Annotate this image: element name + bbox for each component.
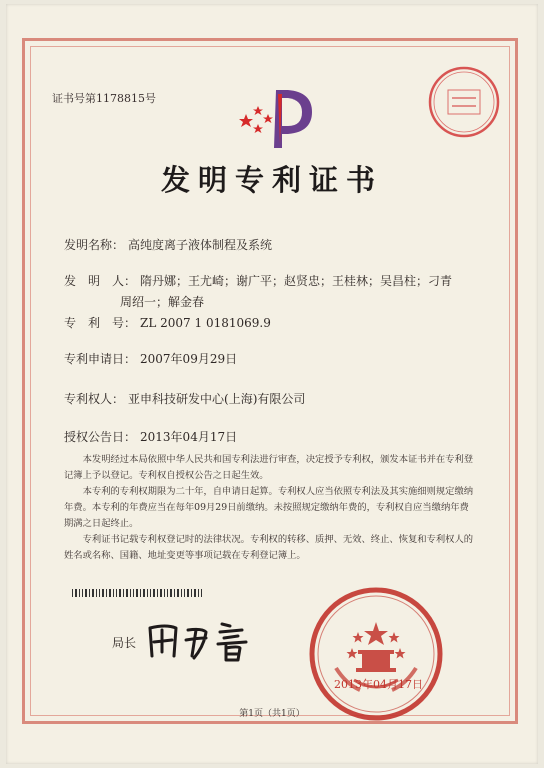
inventors-value-line1: 隋丹娜；王尤崎；谢广平；赵贤忠；王桂林；吴昌柱；刁青 bbox=[140, 274, 453, 288]
certificate-body bbox=[64, 452, 474, 564]
national-ip-administration-seal-icon bbox=[306, 584, 446, 724]
body-paragraph-2: 本专利的专利权期限为二十年，自申请日起算。专利权人应当依照专利法及其实施细则规定缴纳年费。本专利的年费应当在每年09月29日前缴纳。未按照规定缴纳年费的，专利权自应当缴纳年费期满之日起终止。 bbox=[64, 486, 474, 529]
signature-label: 局长 bbox=[112, 636, 137, 650]
page-number: 第1页（共1页） bbox=[239, 709, 305, 719]
filing-date-label: 专利申请日： bbox=[64, 352, 137, 366]
filing-date-value: 2007年09月29日 bbox=[140, 352, 238, 366]
filing-date-field bbox=[64, 350, 237, 367]
seal-date: 2013年04月17日 bbox=[334, 678, 423, 691]
patentee-field bbox=[64, 390, 305, 407]
invention-name-field bbox=[64, 236, 272, 253]
patent-number-field bbox=[64, 314, 271, 331]
patent-number-value: ZL 2007 1 0181069.9 bbox=[140, 316, 271, 330]
inventors-field bbox=[64, 272, 452, 289]
invention-name-value: 高纯度离子液体制程及系统 bbox=[128, 238, 273, 252]
body-paragraph-3: 专利证书记载专利权登记时的法律状况。专利权的转移、质押、无效、终止、恢复和专利权人的姓名或名称、国籍、地址变更等事项记载在专利登记簿上。 bbox=[64, 534, 474, 561]
grant-date-label: 授权公告日： bbox=[64, 430, 137, 444]
handwritten-signature-icon bbox=[146, 616, 266, 664]
barcode-icon bbox=[72, 589, 202, 597]
inventors-label: 发 明 人： bbox=[64, 274, 137, 288]
body-paragraph-1: 本发明经过本局依照中华人民共和国专利法进行审查，决定授予专利权，颁发本证书并在专利登记簿上予以登记。专利权自授权公告之日起生效。 bbox=[64, 454, 474, 481]
inventors-value-line2: 周绍一；解金春 bbox=[120, 295, 205, 309]
certificate-number: 证书号第1178815号 bbox=[52, 92, 156, 105]
certificate-title: 发明专利证书 bbox=[160, 163, 383, 197]
patentee-label: 专利权人： bbox=[64, 392, 125, 406]
grant-date-field bbox=[64, 428, 237, 445]
patent-number-label: 专 利 号： bbox=[64, 316, 137, 330]
red-ink-stamp-icon bbox=[426, 64, 502, 140]
patent-office-emblem-icon bbox=[228, 84, 318, 152]
grant-date-value: 2013年04月17日 bbox=[140, 430, 238, 444]
patentee-value: 亚申科技研发中心(上海)有限公司 bbox=[128, 392, 306, 406]
invention-name-label: 发明名称： bbox=[64, 238, 125, 252]
